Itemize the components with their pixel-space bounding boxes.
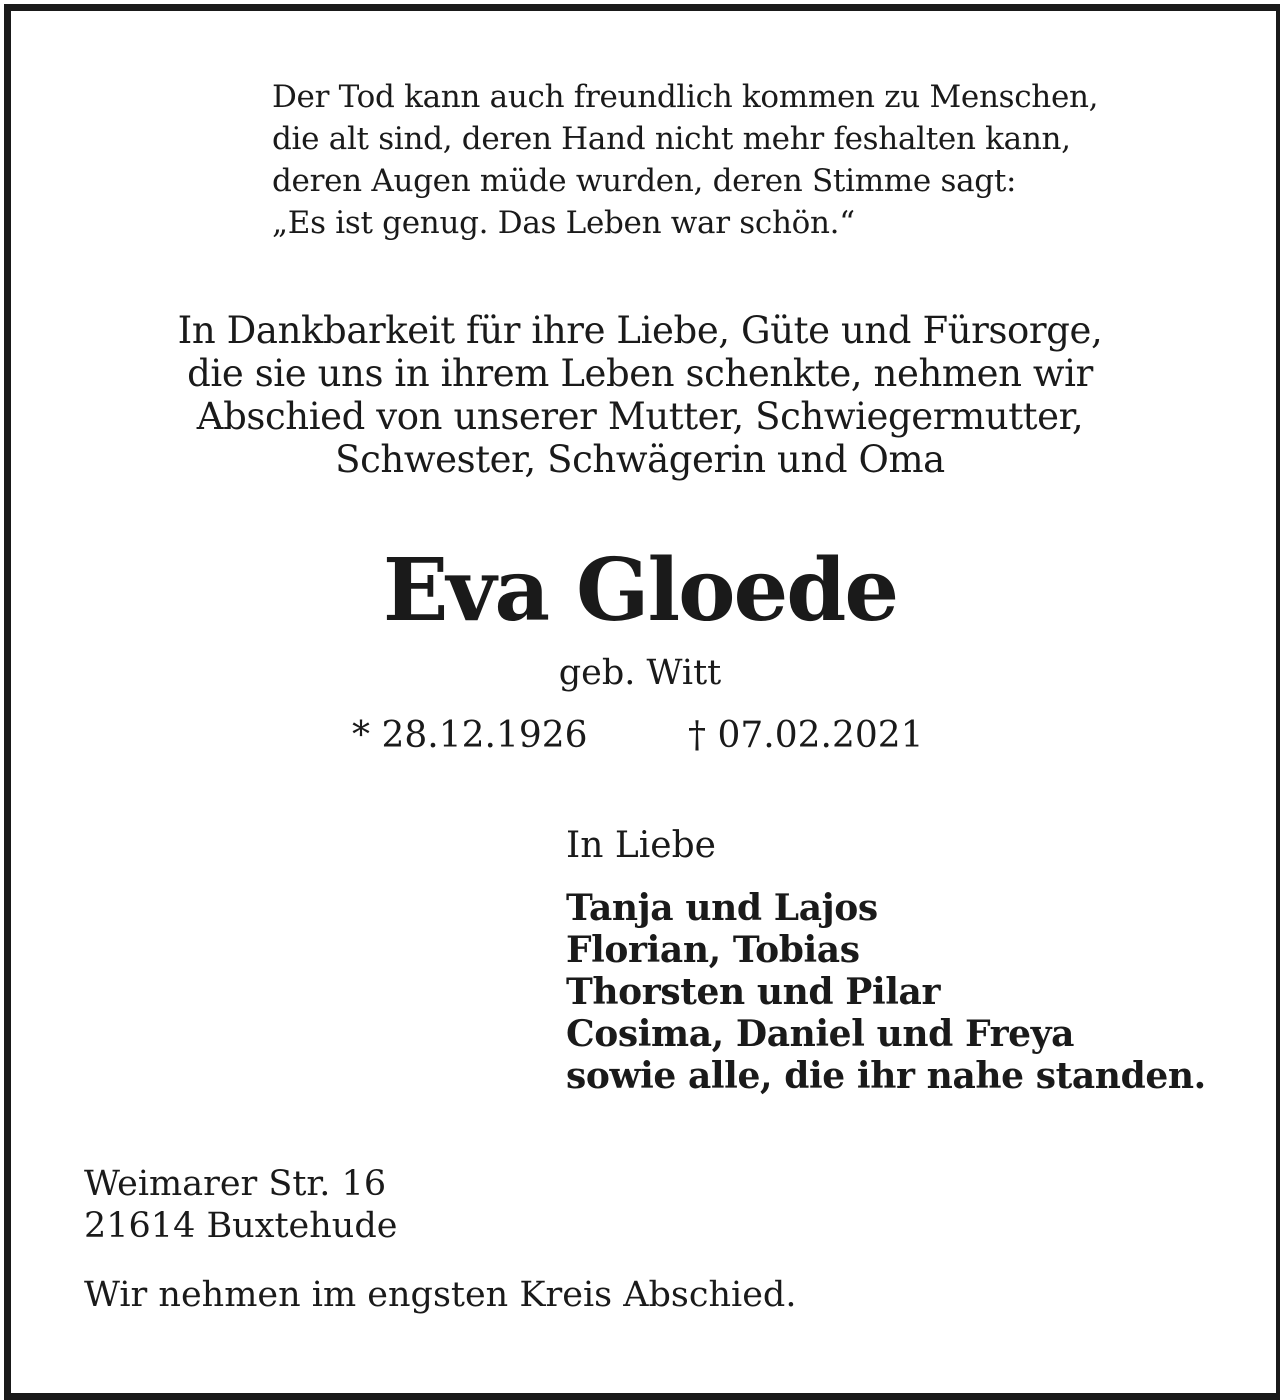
mourner-line-1: Tanja und Lajos <box>566 887 878 929</box>
deceased-name: Eva Gloede <box>382 540 898 641</box>
poem-line-4: „Es ist genug. Das Leben war schön.“ <box>272 205 855 241</box>
poem-line-3: deren Augen müde wurden, deren Stimme sagt: <box>272 163 1017 199</box>
poem-line-2: die alt sind, deren Hand nicht mehr feshalten kann, <box>272 121 1071 157</box>
address-street: Weimarer Str. 16 <box>84 1164 387 1204</box>
birth-name: geb. Witt <box>558 653 722 693</box>
mourner-line-4: Cosima, Daniel und Freya <box>566 1013 1075 1055</box>
address-city: 21614 Buxtehude <box>84 1206 398 1246</box>
mourner-line-3: Thorsten und Pilar <box>566 971 941 1013</box>
gratitude-line-2: die sie uns in ihrem Leben schenkte, nehmen wir <box>187 352 1093 395</box>
closing-note: Wir nehmen im engsten Kreis Abschied. <box>84 1275 797 1315</box>
gratitude-line-3: Abschied von unserer Mutter, Schwiegermutter, <box>196 395 1084 438</box>
gratitude-line-1: In Dankbarkeit für ihre Liebe, Güte und Fürsorge, <box>177 309 1103 352</box>
gratitude-line-4: Schwester, Schwägerin und Oma <box>335 438 945 481</box>
mourner-line-2: Florian, Tobias <box>566 929 860 971</box>
mourner-line-5: sowie alle, die ihr nahe standen. <box>566 1055 1206 1097</box>
death-date: † 07.02.2021 <box>688 715 924 756</box>
birth-date: * 28.12.1926 <box>352 715 588 756</box>
poem-line-1: Der Tod kann auch freundlich kommen zu Menschen, <box>272 79 1099 115</box>
in-love-label: In Liebe <box>566 825 716 866</box>
